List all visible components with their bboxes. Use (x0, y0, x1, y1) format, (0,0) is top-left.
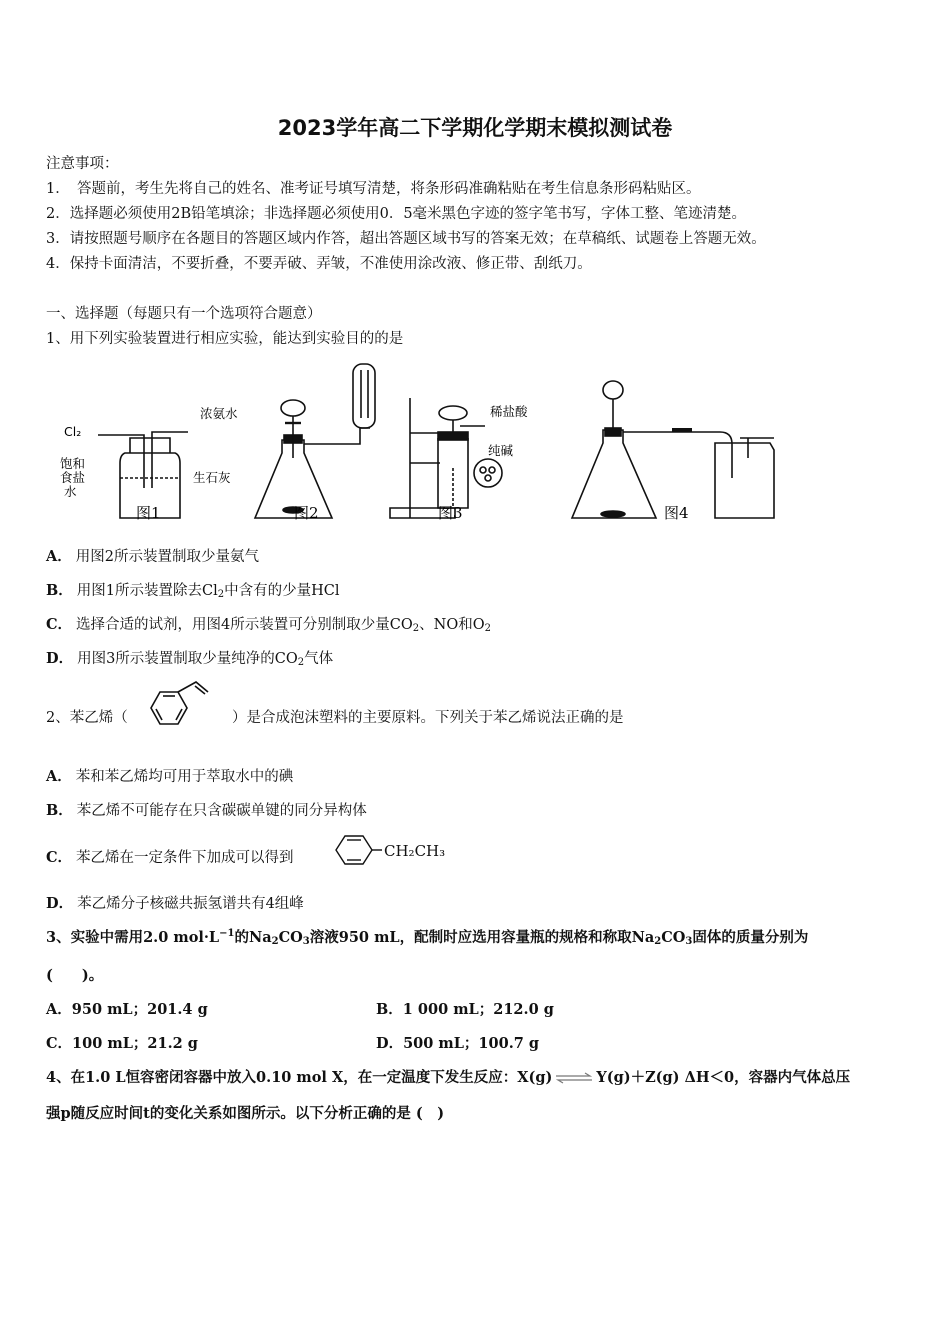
label-cl2: Cl₂ (64, 424, 82, 439)
notice-heading: 注意事项： (46, 156, 119, 172)
notice-item-2: 2．选择题必须使用2B铅笔填涂；非选择题必须使用0．5毫米黑色字迹的签字笔书写，字体工整、笔迹清楚。 (46, 206, 747, 222)
fig2-caption: 图2 (294, 504, 319, 522)
label-hcl: 稀盐酸 (490, 404, 528, 419)
notice-item-1: 1． 答题前，考生先将自己的姓名、准考证号填写清楚，将条形码准确粘贴在考生信息条形码粘贴区。 (46, 181, 701, 197)
q3-option-a: A．950 mL；201.4 g (46, 1001, 208, 1018)
fig4-flask-bottle (572, 381, 774, 518)
q2-option-d: D． 苯乙烯分子核磁共振氢谱共有4组峰 (46, 895, 304, 912)
q1-option-b: B． 用图1所示装置除去$Cl_2$中含有的少量HCl (46, 582, 340, 600)
q2-stem-end: ）是合成泡沫塑料的主要原料。下列关于苯乙烯说法正确的是 (232, 710, 624, 726)
q2-option-b: B． 苯乙烯不可能存在只含碳碳单键的同分异构体 (46, 802, 367, 819)
label-brine-2: 食盐 (60, 470, 86, 485)
label-lime: 生石灰 (193, 470, 231, 485)
q4-line-2: 强p随反应时间t的变化关系如图所示。以下分析正确的是 ( ) (46, 1105, 445, 1122)
q2-option-c: C． 苯乙烯在一定条件下加成可以得到 (46, 849, 294, 866)
q3-option-d: D．500 mL；100.7 g (376, 1035, 540, 1052)
label-ammonia: 浓氨水 (200, 406, 238, 421)
fig2-flask (255, 364, 375, 518)
q2-stem-start: 2、苯乙烯（ (46, 710, 128, 726)
label-brine-3: 水 (64, 484, 77, 499)
label-brine-1: 饱和 (60, 456, 86, 471)
q3-stem: 3、实验中需用2.0 $mol\cdot L^{-1}$的$Na_2CO_3$溶液950 mL，配制时应选用容量瓶的规格和称取$Na_2CO_3$固体的质量分别为 (46, 928, 809, 947)
q1-apparatus-figure (60, 358, 790, 526)
q1-option-a: A． 用图2所示装置制取少量氨气 (46, 548, 259, 565)
q4-line-1: 4、在1.0 L恒容密闭容器中放入0.10 mol X，在一定温度下发生反应：X(g) Y(g)＋Z(g) ΔH＜0，容器内气体总压 (46, 1069, 851, 1086)
fig3-stand (390, 398, 502, 518)
styrene-structure (136, 676, 216, 732)
q3-option-b: B．1 000 mL；212.0 g (376, 1001, 554, 1018)
q1-option-d: D． 用图3所示装置制取少量纯净的$CO_2$气体 (46, 650, 334, 668)
fig4-caption: 图4 (664, 504, 689, 522)
q1-stem: 1、用下列实验装置进行相应实验，能达到实验目的的是 (46, 331, 404, 347)
fig1-caption: 图1 (136, 504, 161, 522)
q2-option-a: A． 苯和苯乙烯均可用于萃取水中的碘 (46, 768, 294, 785)
q3-blank: ( )。 (46, 967, 104, 984)
q1-option-c: C． 选择合适的试剂，用图4所示装置可分别制取少量$CO_2$、NO和$O_2$ (46, 616, 491, 634)
ethyl-formula: CH₂CH₃ (384, 842, 446, 860)
page-title: 2023学年高二下学期化学期末模拟测试卷 (277, 116, 673, 140)
section-heading: 一、选择题（每题只有一个选项符合题意） (46, 306, 322, 322)
label-soda: 纯碱 (488, 443, 514, 458)
ethylbenzene-structure (326, 830, 466, 870)
q3-option-c: C．100 mL；21.2 g (46, 1035, 198, 1052)
notice-item-3: 3．请按照题号顺序在各题目的答题区域内作答，超出答题区域书写的答案无效；在草稿纸、试题卷上答题无效。 (46, 231, 766, 247)
notice-item-4: 4．保持卡面清洁，不要折叠，不要弄破、弄皱，不准使用涂改液、修正带、刮纸刀。 (46, 256, 592, 272)
fig3-caption: 图3 (438, 504, 463, 522)
equilibrium-arrow-icon (554, 1072, 594, 1084)
